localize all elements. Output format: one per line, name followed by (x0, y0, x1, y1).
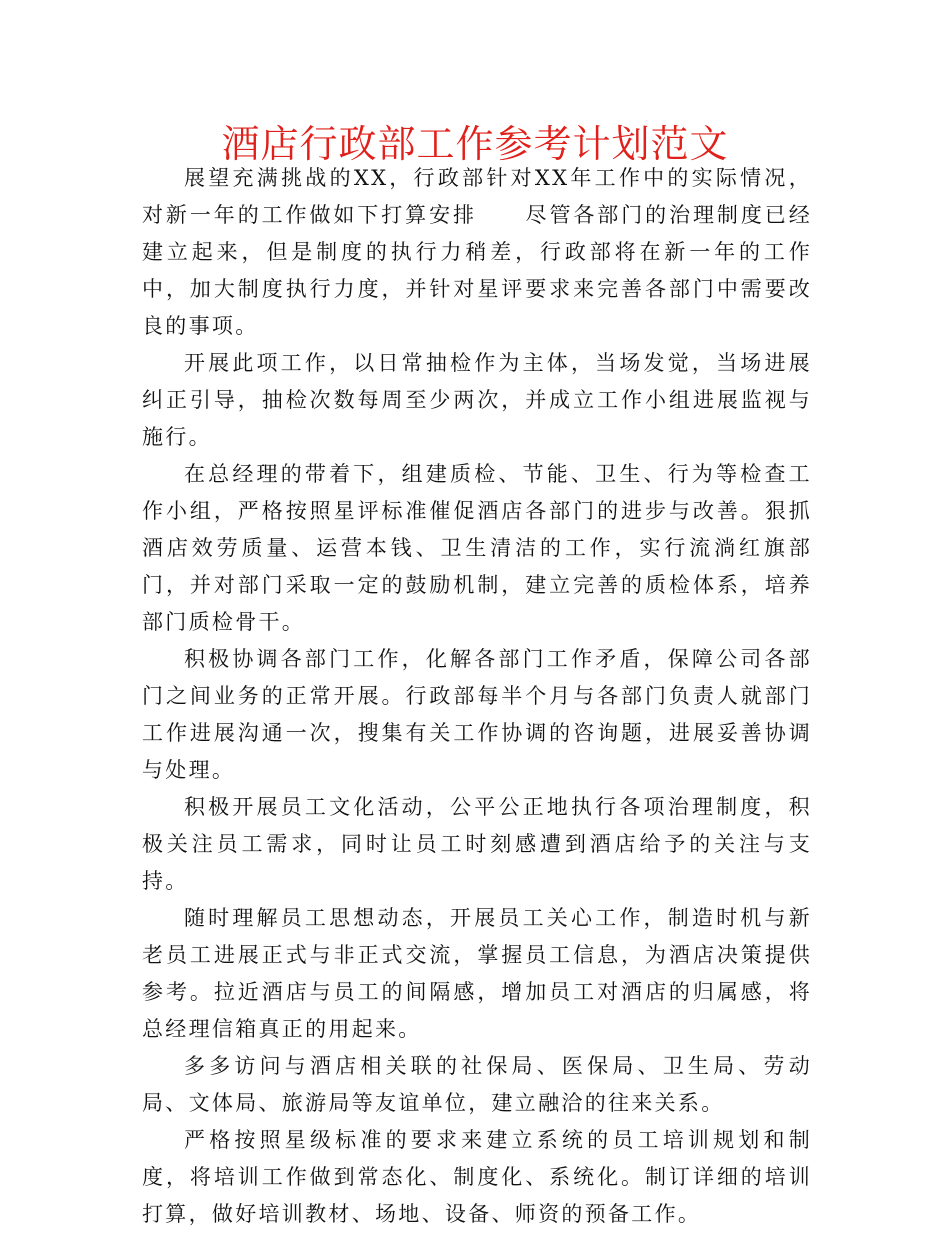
paragraph-8: 严格按照星级标准的要求来建立系统的员工培训规划和制度，将培训工作做到常态化、制度化、系统化。制订详细的培训打算，做好培训教材、场地、设备、师资的预备工作。 (142, 1128, 812, 1226)
paragraph-2: 开展此项工作，以日常抽检作为主体，当场发觉，当场进展纠正引导，抽检次数每周至少两次，并成立工作小组进展监视与施行。 (142, 351, 812, 449)
paragraph-4: 积极协调各部门工作，化解各部门工作矛盾，保障公司各部门之间业务的正常开展。行政部每半个月与各部门负责人就部门工作进展沟通一次，搜集有关工作协调的咨询题，进展妥善协调与处理。 (142, 647, 812, 782)
paragraph-7: 多多访问与酒店相关联的社保局、医保局、卫生局、劳动局、文体局、旅游局等友谊单位，建立融洽的往来关系。 (142, 1054, 812, 1115)
paragraph-1 (142, 160, 812, 345)
paragraph-1-part-2: 尽管各部门的治理制度已经建立起来，但是制度的执行力稍差，行政部将在新一年的工作中，加大制度执行力度，并针对星评要求来完善各部门中需要改良的事项。 (142, 203, 812, 338)
paragraph-6: 随时理解员工思想动态，开展员工关心工作，制造时机与新老员工进展正式与非正式交流，掌握员工信息，为酒店决策提供参考。拉近酒店与员工的间隔感，增加员工对酒店的归属感，将总经理信箱真正的用起来。 (142, 906, 812, 1041)
paragraph-5: 积极开展员工文化活动，公平公正地执行各项治理制度，积极关注员工需求，同时让员工时刻感遭到酒店给予的关注与支持。 (142, 795, 812, 893)
paragraph-3: 在总经理的带着下，组建质检、节能、卫生、行为等检查工作小组，严格按照星评标准催促酒店各部门的进步与改善。狠抓酒店效劳质量、运营本钱、卫生清洁的工作，实行流淌红旗部门，并对部门采取一定的鼓励机制，建立完善的质检体系，培养部门质检骨干。 (142, 462, 812, 634)
document-body (142, 160, 812, 1233)
document-title: 酒店行政部工作参考计划范文 (221, 122, 729, 166)
paragraph-1-part-1: 展望充满挑战的XX，行政部针对XX年工作中的实际情况，对新一年的工作做如下打算安排 (142, 166, 812, 227)
